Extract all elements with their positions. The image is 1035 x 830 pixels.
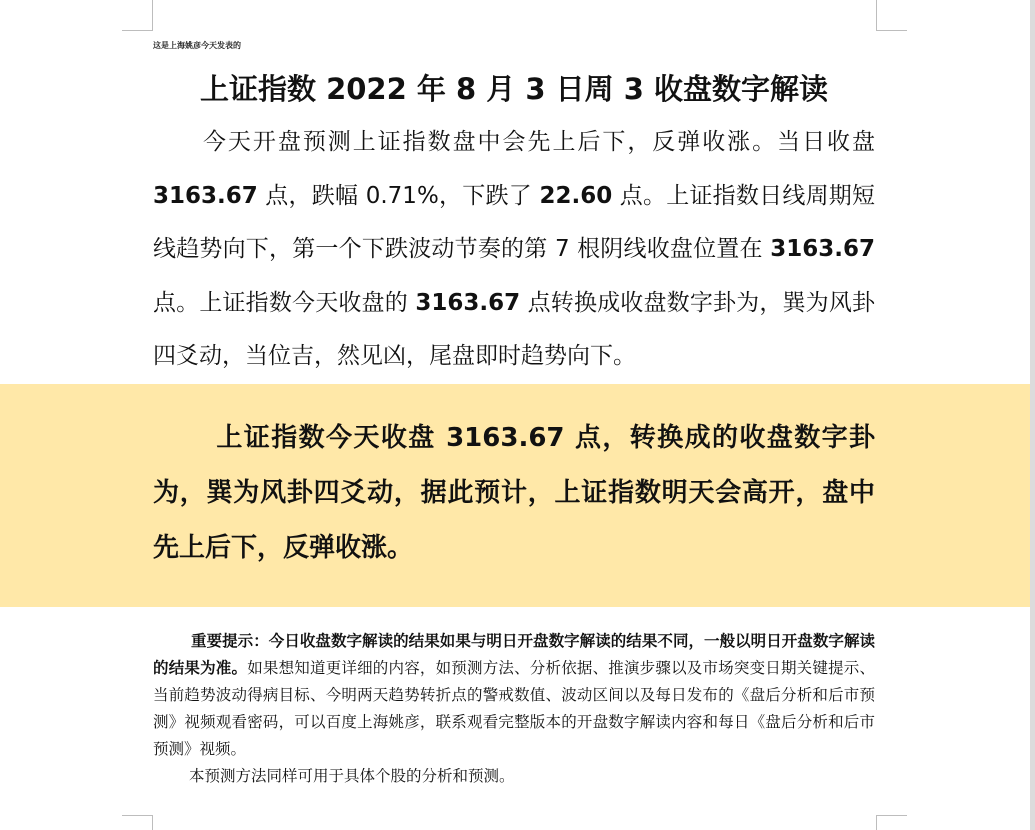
document-title: 上证指数 2022 年 8 月 3 日周 3 收盘数字解读 bbox=[199, 72, 829, 106]
paragraph-note bbox=[153, 763, 875, 790]
forecast-text: 上证指数今天收盘 3163.67 点，转换成的收盘数字卦为，巽为风卦四爻动，据此预计，上证指数明天会高开，盘中先上后下，反弹收涨。 bbox=[153, 423, 875, 563]
crop-mark bbox=[876, 815, 877, 830]
crop-mark bbox=[152, 815, 153, 830]
drop-points: 22.60 bbox=[539, 182, 613, 209]
crop-mark bbox=[122, 815, 153, 816]
paragraph-forecast bbox=[153, 411, 875, 576]
window-edge bbox=[1030, 0, 1035, 830]
notice-bold-text: 重要提示：今日收盘数字解读的结果如果与明日开盘数字解读的结果不同，一般以明日开盘数字解读的结果为准。 bbox=[153, 632, 875, 677]
crop-mark bbox=[876, 30, 907, 31]
crop-mark bbox=[876, 0, 877, 31]
close-value: 3163.67 bbox=[770, 236, 875, 262]
summary-text-5: 点转换成收盘数字卦为，巽为风卦四爻动，当位吉，然见凶，尾盘即时趋势向下。 bbox=[153, 289, 876, 369]
summary-text-3: 点。上证指数日线周期短线趋势向下，第一个下跌波动节奏的第 7 根阴线收盘位置在 bbox=[153, 182, 876, 262]
notice-text: 如果想知道更详细的内容，如预测方法、分析依据、推演步骤以及市场突变日期关键提示、当前趋势波动得病目标、今明两天趋势转折点的警戒数值、波动区间以及每日发布的《盘后分析和后市预测》视频观看密码，可以百度上海姚彦，联系观看完整版本的开盘数字解读内容和每日《盘后分析和后市预测》视频。 bbox=[153, 659, 875, 758]
close-value: 3163.67 bbox=[153, 182, 258, 209]
summary-text-1: 今天开盘预测上证指数盘中会先上后下，反弹收涨。当日收盘 bbox=[201, 129, 875, 155]
crop-mark bbox=[876, 815, 907, 816]
crop-mark bbox=[152, 0, 153, 31]
crop-mark bbox=[122, 30, 153, 31]
summary-text-4: 点。上证指数今天收盘的 bbox=[153, 289, 416, 316]
paragraph-summary bbox=[153, 116, 875, 384]
close-value: 3163.67 bbox=[415, 289, 521, 316]
header-note: 这是上海姚彦今天发表的 bbox=[153, 41, 241, 50]
summary-text-2: 点，跌幅 0.71%，下跌了 bbox=[257, 182, 540, 209]
paragraph-notice bbox=[153, 628, 875, 763]
note-text: 本预测方法同样可用于具体个股的分析和预测。 bbox=[189, 767, 515, 785]
